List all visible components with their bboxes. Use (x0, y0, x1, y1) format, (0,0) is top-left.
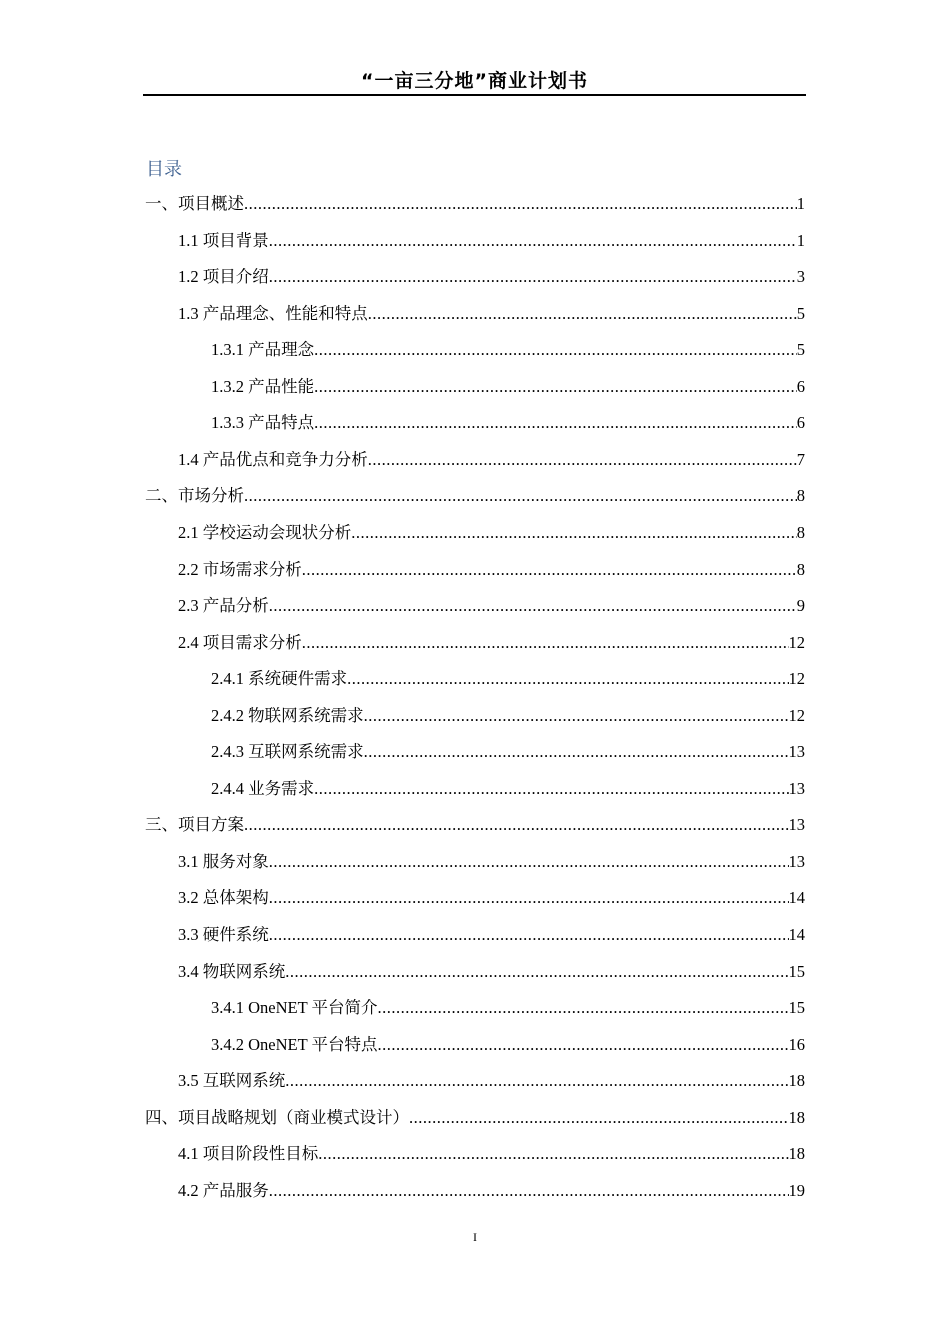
toc-entry-page: 15 (788, 998, 805, 1018)
toc-entry-label: 1.3.2 产品性能 (211, 376, 315, 396)
toc-entry-label: 二、市场分析 (145, 486, 244, 506)
toc-entry-label: 3.1 服务对象 (178, 851, 269, 871)
toc-entry-label: 1.1 项目背景 (178, 230, 269, 250)
dot-leader (347, 669, 788, 689)
dot-leader (368, 304, 797, 324)
toc-entry-page: 12 (788, 669, 805, 689)
toc-entry[interactable] (211, 336, 805, 360)
toc-entry-page: 8 (796, 522, 805, 542)
dot-leader (314, 779, 788, 799)
toc-entry-label: 2.4.3 互联网系统需求 (211, 742, 364, 762)
dot-leader (302, 633, 789, 653)
dot-leader (378, 1035, 789, 1055)
dot-leader (285, 1071, 788, 1091)
document-header-title: “一亩三分地”商业计划书 (361, 70, 588, 92)
toc-entry-page: 15 (788, 961, 805, 981)
toc-entry-label: 3.3 硬件系统 (178, 925, 269, 944)
toc-entry-label: 4.1 项目阶段性目标 (178, 1144, 319, 1164)
toc-entry-label: 2.4.1 系统硬件需求 (211, 669, 348, 689)
page-number: I (473, 1230, 477, 1244)
toc-entry[interactable] (145, 190, 805, 214)
toc-entry-label: 2.1 学校运动会现状分析 (178, 522, 352, 542)
dot-leader (269, 1181, 789, 1201)
toc-entry-page: 18 (788, 1107, 805, 1127)
toc-entry[interactable] (178, 227, 805, 251)
toc-entry-page: 5 (796, 303, 805, 323)
toc-entry-label: 三、项目方案 (145, 815, 244, 835)
toc-entry-page: 7 (796, 449, 805, 469)
toc-entry-label: 2.3 产品分析 (178, 596, 269, 616)
toc-entry[interactable] (178, 300, 805, 324)
toc-entry-label: 一、项目概述 (145, 194, 244, 213)
toc-entry-page: 19 (788, 1180, 805, 1200)
toc-entry-label: 1.3.3 产品特点 (211, 413, 315, 433)
toc-entry-page: 1 (796, 194, 805, 213)
dot-leader (314, 377, 797, 397)
dot-leader (269, 596, 797, 616)
toc-entry[interactable] (211, 738, 805, 762)
toc-entry-label: 4.2 产品服务 (178, 1180, 269, 1200)
toc-entry-label: 3.4.2 OneNET 平台特点 (211, 1034, 378, 1054)
dot-leader (364, 706, 789, 726)
toc-entry[interactable] (211, 994, 805, 1018)
toc-entry[interactable] (211, 1031, 805, 1055)
header-divider (143, 94, 806, 96)
toc-entry-label: 1.4 产品优点和竞争力分析 (178, 449, 368, 469)
dot-leader (269, 231, 797, 251)
toc-entry[interactable] (178, 884, 805, 908)
toc-entry-page: 14 (788, 925, 805, 944)
toc-entry-page: 13 (788, 778, 805, 798)
toc-entry-page: 16 (788, 1034, 805, 1054)
toc-entry-page: 18 (788, 1071, 805, 1091)
toc-entry[interactable] (211, 702, 805, 726)
toc-entry[interactable] (178, 592, 805, 616)
toc-entry[interactable] (145, 1104, 805, 1128)
toc-entry[interactable] (178, 1140, 805, 1164)
dot-leader (244, 194, 797, 214)
toc-entry[interactable] (178, 519, 805, 543)
toc-entry-label: 2.4.2 物联网系统需求 (211, 705, 364, 725)
dot-leader (364, 742, 789, 762)
dot-leader (269, 267, 797, 287)
dot-leader (269, 852, 789, 872)
toc-entry[interactable] (211, 775, 805, 799)
toc-entry-label: 1.3.1 产品理念 (211, 340, 315, 360)
toc-heading: 目录 (146, 159, 182, 180)
toc-entry-page: 9 (796, 596, 805, 616)
toc-entry-page: 13 (788, 742, 805, 762)
toc-entry[interactable] (145, 482, 805, 506)
toc-entry-page: 14 (788, 888, 805, 908)
toc-entry[interactable] (211, 665, 805, 689)
toc-entry[interactable] (178, 848, 805, 872)
toc-entry-label: 2.2 市场需求分析 (178, 559, 302, 579)
dot-leader (302, 560, 797, 580)
toc-entry[interactable] (211, 373, 805, 397)
toc-entry[interactable] (178, 1177, 805, 1201)
dot-leader (269, 925, 789, 945)
toc-entry-page: 12 (788, 632, 805, 652)
toc-entry-label: 3.2 总体架构 (178, 888, 269, 908)
toc-entry-page: 18 (788, 1144, 805, 1164)
toc-entry-page: 8 (796, 559, 805, 579)
dot-leader (269, 888, 789, 908)
dot-leader (285, 962, 788, 982)
toc-entry-page: 13 (788, 851, 805, 871)
dot-leader (244, 486, 797, 506)
dot-leader (409, 1108, 789, 1128)
toc-entry[interactable] (178, 1067, 805, 1091)
toc-entry[interactable] (145, 811, 805, 835)
toc-entry-label: 3.4.1 OneNET 平台简介 (211, 998, 378, 1018)
dot-leader (314, 340, 797, 360)
dot-leader (244, 815, 789, 835)
dot-leader (314, 413, 797, 433)
toc-entry-page: 6 (796, 376, 805, 396)
toc-entry-label: 1.2 项目介绍 (178, 267, 269, 287)
toc-entry-page: 13 (788, 815, 805, 835)
toc-entry-page: 6 (796, 413, 805, 433)
toc-entry-label: 2.4 项目需求分析 (178, 632, 302, 652)
toc-entry[interactable] (178, 921, 805, 945)
toc-entry-page: 1 (796, 230, 805, 250)
toc-entry-label: 2.4.4 业务需求 (211, 778, 315, 798)
toc-entry[interactable] (178, 556, 805, 580)
toc-entry[interactable] (178, 629, 805, 653)
toc-entry-page: 8 (796, 486, 805, 506)
toc-entry[interactable] (178, 958, 805, 982)
toc-entry[interactable] (178, 263, 805, 287)
toc-entry[interactable] (178, 446, 805, 470)
dot-leader (318, 1144, 788, 1164)
toc-entry-page: 5 (796, 340, 805, 360)
toc-entry[interactable] (211, 409, 805, 433)
dot-leader (351, 523, 797, 543)
toc-entry-label: 3.5 互联网系统 (178, 1071, 286, 1091)
toc-entry-page: 12 (788, 705, 805, 725)
toc-entry-label: 1.3 产品理念、性能和特点 (178, 303, 368, 323)
toc-entry-label: 四、项目战略规划（商业模式设计） (145, 1107, 409, 1127)
dot-leader (368, 450, 797, 470)
toc-entry-label: 3.4 物联网系统 (178, 961, 286, 981)
dot-leader (378, 998, 789, 1018)
toc-entry-page: 3 (796, 267, 805, 287)
